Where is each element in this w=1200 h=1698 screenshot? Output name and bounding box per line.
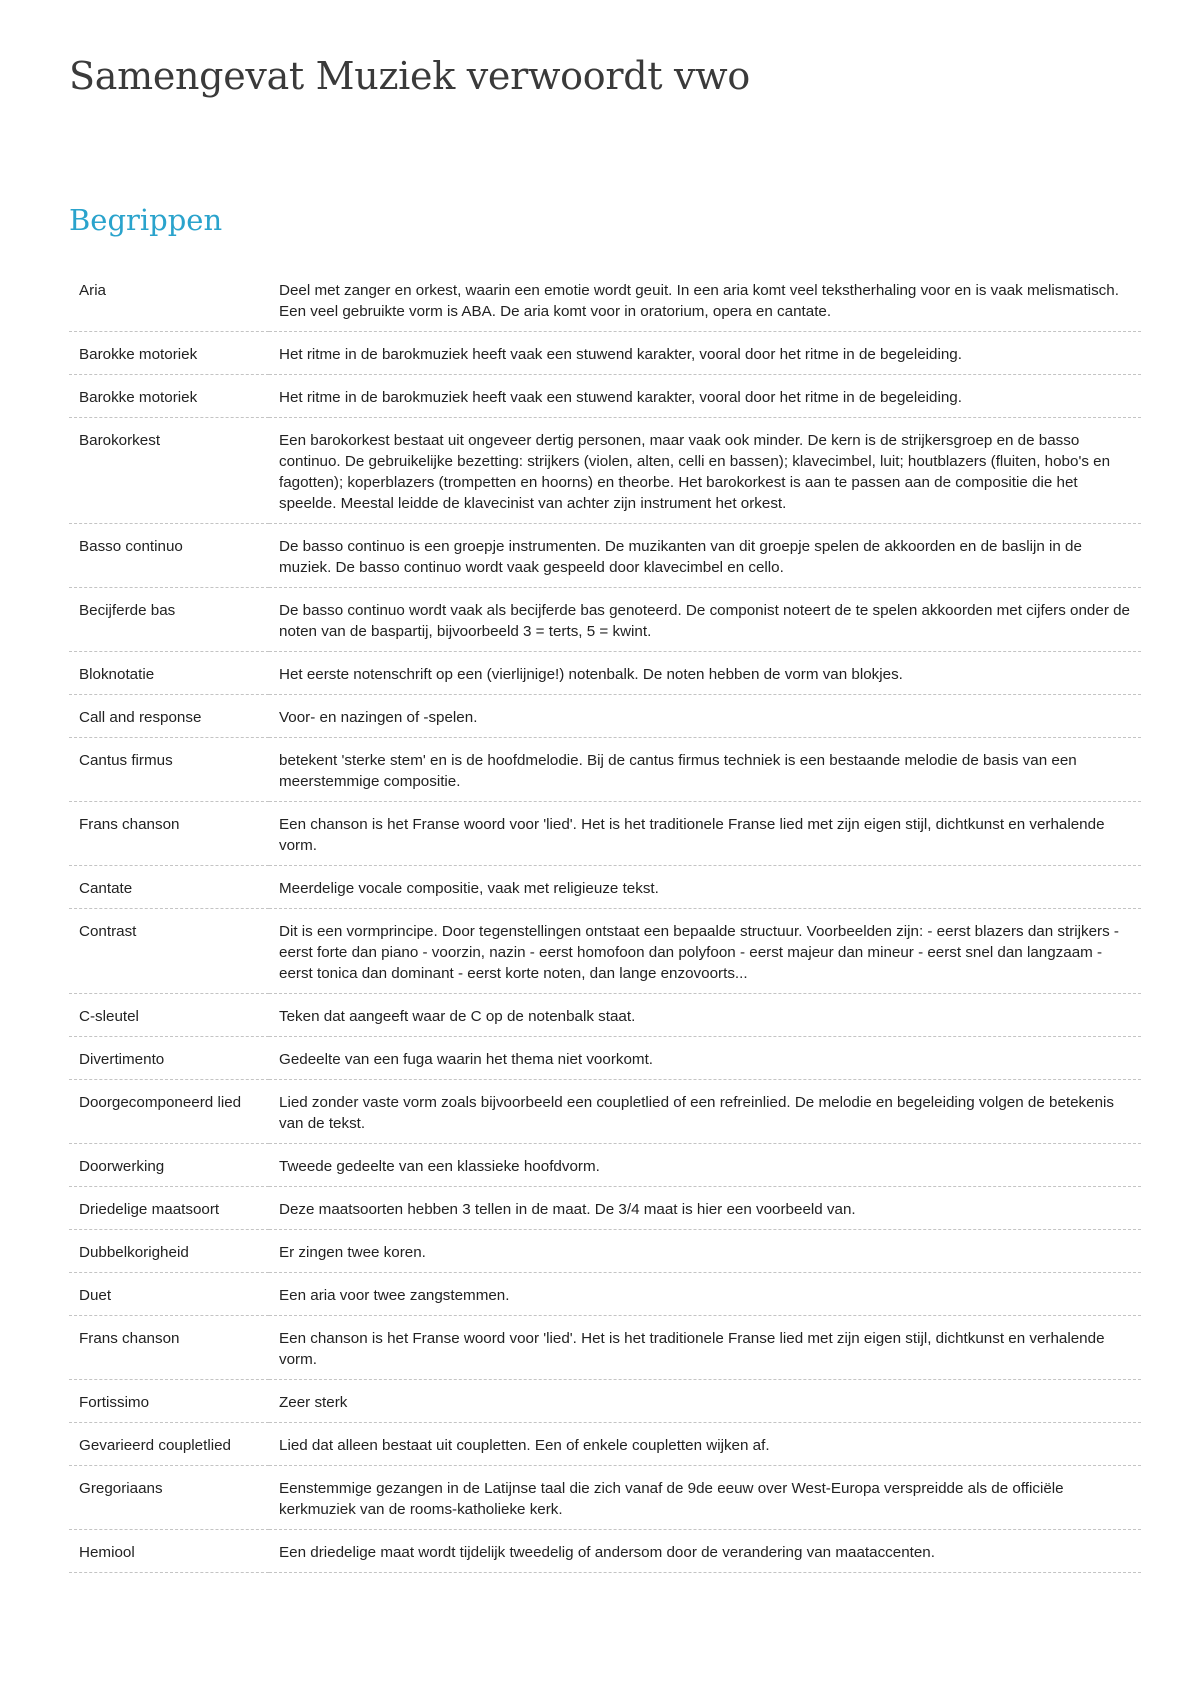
glossary-term: Contrast — [69, 909, 269, 994]
glossary-definition: Het eerste notenschrift op een (vierlijnige!) notenbalk. De noten hebben de vorm van blokjes. — [269, 652, 1141, 695]
document-title: Samengevat Muziek verwoordt vwo — [69, 54, 750, 98]
table-row — [69, 652, 1141, 695]
table-row — [69, 1187, 1141, 1230]
glossary-definition: Het ritme in de barokmuziek heeft vaak een stuwend karakter, vooral door het ritme in de begeleiding. — [269, 332, 1141, 375]
glossary-definition: Een chanson is het Franse woord voor 'lied'. Het is het traditionele Franse lied met zijn eigen stijl, dichtkunst en verhalende vorm. — [269, 1316, 1141, 1380]
glossary-term: Divertimento — [69, 1037, 269, 1080]
glossary-term: Doorwerking — [69, 1144, 269, 1187]
glossary-term: C-sleutel — [69, 994, 269, 1037]
glossary-term: Barokke motoriek — [69, 375, 269, 418]
table-row — [69, 866, 1141, 909]
glossary-term: Dubbelkorigheid — [69, 1230, 269, 1273]
glossary-term: Gevarieerd coupletlied — [69, 1423, 269, 1466]
section-heading: Begrippen — [69, 203, 223, 237]
glossary-definition: Er zingen twee koren. — [269, 1230, 1141, 1273]
table-row — [69, 1466, 1141, 1530]
glossary-term: Aria — [69, 280, 269, 332]
glossary-definition: Deel met zanger en orkest, waarin een emotie wordt geuit. In een aria komt veel tekstherhaling voor en is vaak melismatisch. Een veel gebruikte vorm is ABA. De aria komt voor in oratorium, opera en cantate. — [269, 280, 1141, 332]
glossary-definition: Eenstemmige gezangen in de Latijnse taal die zich vanaf de 9de eeuw over West-Europa verspreidde als de officiële kerkmuziek van de rooms-katholieke kerk. — [269, 1466, 1141, 1530]
glossary-definition: Deze maatsoorten hebben 3 tellen in de maat. De 3/4 maat is hier een voorbeeld van. — [269, 1187, 1141, 1230]
glossary-term: Barokorkest — [69, 418, 269, 524]
glossary-term: Frans chanson — [69, 1316, 269, 1380]
glossary-body — [69, 280, 1141, 1573]
glossary-term: Call and response — [69, 695, 269, 738]
glossary-definition: Lied zonder vaste vorm zoals bijvoorbeeld een coupletlied of een refreinlied. De melodie en begeleiding volgen de betekenis van de tekst. — [269, 1080, 1141, 1144]
table-row — [69, 332, 1141, 375]
glossary-definition: Het ritme in de barokmuziek heeft vaak een stuwend karakter, vooral door het ritme in de begeleiding. — [269, 375, 1141, 418]
glossary-definition: Voor- en nazingen of -spelen. — [269, 695, 1141, 738]
glossary-term: Bloknotatie — [69, 652, 269, 695]
glossary-definition: Een chanson is het Franse woord voor 'lied'. Het is het traditionele Franse lied met zijn eigen stijl, dichtkunst en verhalende vorm. — [269, 802, 1141, 866]
table-row — [69, 1230, 1141, 1273]
glossary-definition: Gedeelte van een fuga waarin het thema niet voorkomt. — [269, 1037, 1141, 1080]
glossary-term: Basso continuo — [69, 524, 269, 588]
table-row — [69, 1316, 1141, 1380]
glossary-definition: Tweede gedeelte van een klassieke hoofdvorm. — [269, 1144, 1141, 1187]
table-row — [69, 375, 1141, 418]
glossary-definition: Lied dat alleen bestaat uit coupletten. Een of enkele coupletten wijken af. — [269, 1423, 1141, 1466]
glossary-term: Duet — [69, 1273, 269, 1316]
table-row — [69, 1273, 1141, 1316]
glossary-definition: De basso continuo is een groepje instrumenten. De muzikanten van dit groepje spelen de akkoorden en de baslijn in de muziek. De basso continuo wordt vaak gespeeld door klavecimbel en cello. — [269, 524, 1141, 588]
table-row — [69, 1144, 1141, 1187]
glossary-definition: betekent 'sterke stem' en is de hoofdmelodie. Bij de cantus firmus techniek is een bestaande melodie de basis van een meerstemmige compositie. — [269, 738, 1141, 802]
glossary-definition: De basso continuo wordt vaak als becijferde bas genoteerd. De componist noteert de te spelen akkoorden met cijfers onder de noten van de baspartij, bijvoorbeeld 3 = terts, 5 = kwint. — [269, 588, 1141, 652]
glossary-term: Gregoriaans — [69, 1466, 269, 1530]
table-row — [69, 738, 1141, 802]
glossary-definition: Teken dat aangeeft waar de C op de notenbalk staat. — [269, 994, 1141, 1037]
table-row — [69, 802, 1141, 866]
table-row — [69, 994, 1141, 1037]
glossary-definition: Een aria voor twee zangstemmen. — [269, 1273, 1141, 1316]
glossary-definition: Dit is een vormprincipe. Door tegenstellingen ontstaat een bepaalde structuur. Voorbeelden zijn: - eerst blazers dan strijkers - eerst forte dan piano - voorzin, nazin - eerst homofoon dan polyfoon - eerst majeur dan mineur - eerst snel dan langzaam - eerst tonica dan dominant - eerst korte noten, dan lange enzovoorts... — [269, 909, 1141, 994]
table-row — [69, 524, 1141, 588]
glossary-term: Cantus firmus — [69, 738, 269, 802]
glossary-term: Hemiool — [69, 1530, 269, 1573]
glossary-term: Becijferde bas — [69, 588, 269, 652]
table-row — [69, 1423, 1141, 1466]
table-row — [69, 280, 1141, 332]
table-row — [69, 418, 1141, 524]
table-row — [69, 1380, 1141, 1423]
glossary-definition: Een barokorkest bestaat uit ongeveer dertig personen, maar vaak ook minder. De kern is de strijkersgroep en de basso continuo. De gebruikelijke bezetting: strijkers (violen, alten, celli en bassen); klavecimbel, luit; houtblazers (fluiten, hobo's en fagotten); koperblazers (trompetten en hoorns) en theorbe. Het barokorkest is aan te passen aan de compositie die het speelde. Meestal leidde de klavecinist van achter zijn instrument het orkest. — [269, 418, 1141, 524]
glossary-term: Frans chanson — [69, 802, 269, 866]
glossary-term: Doorgecomponeerd lied — [69, 1080, 269, 1144]
table-row — [69, 695, 1141, 738]
table-row — [69, 1530, 1141, 1573]
glossary-definition: Zeer sterk — [269, 1380, 1141, 1423]
glossary-term: Fortissimo — [69, 1380, 269, 1423]
glossary-term: Cantate — [69, 866, 269, 909]
glossary-term: Driedelige maatsoort — [69, 1187, 269, 1230]
table-row — [69, 1080, 1141, 1144]
table-row — [69, 909, 1141, 994]
glossary-definition: Een driedelige maat wordt tijdelijk tweedelig of andersom door de verandering van maataccenten. — [269, 1530, 1141, 1573]
glossary-term: Barokke motoriek — [69, 332, 269, 375]
table-row — [69, 588, 1141, 652]
glossary-table — [69, 280, 1141, 1573]
glossary-definition: Meerdelige vocale compositie, vaak met religieuze tekst. — [269, 866, 1141, 909]
table-row — [69, 1037, 1141, 1080]
